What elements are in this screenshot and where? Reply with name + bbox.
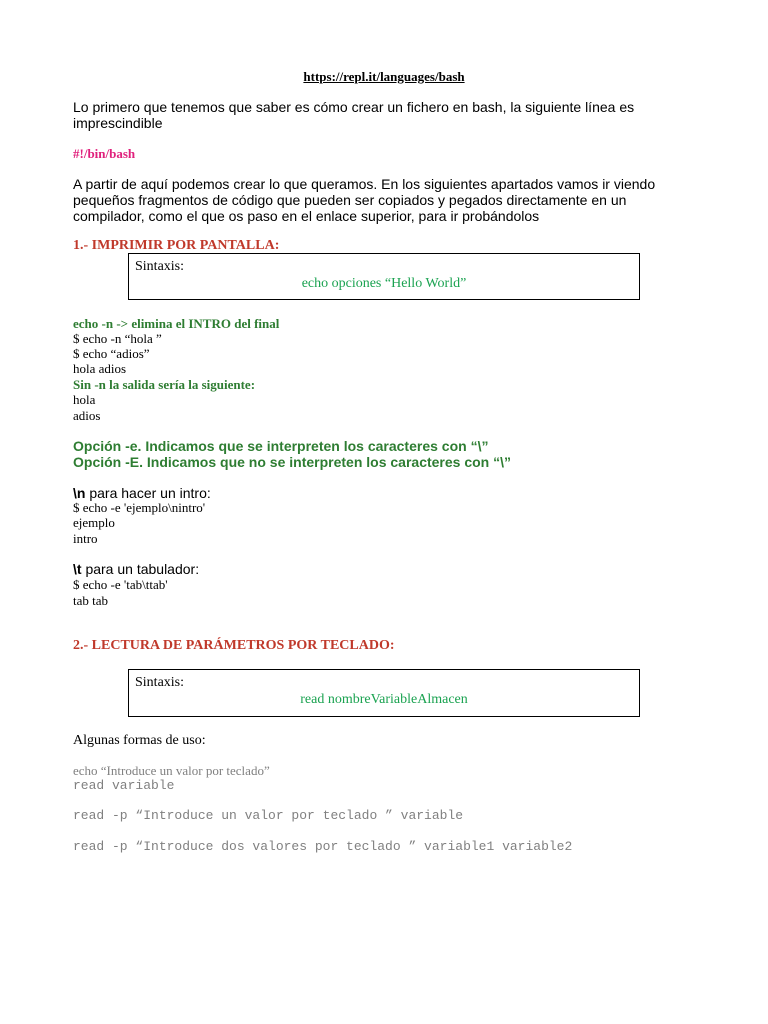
echo-n-line-1: $ echo -n “hola ”: [73, 331, 162, 346]
syntax-label-read: Sintaxis:: [135, 675, 185, 690]
para2-line-3: compilador, como el que os paso en el enlace superior, para ir probándolos: [73, 208, 540, 224]
example3-line: read -p “Introduce dos valores por teclado ” variable1 variable2: [73, 839, 573, 854]
example2-line: read -p “Introduce un valor por teclado ” variable: [73, 808, 464, 823]
echo-n-line-3: hola adios: [73, 361, 127, 376]
tab-desc: para un tabulador:: [81, 561, 200, 577]
example1-line-2: read variable: [73, 778, 175, 793]
option-e-line: Opción -e. Indicamos que se interpreten los caracteres con “\”: [73, 438, 489, 454]
repl-link[interactable]: https://repl.it/languages/bash: [303, 69, 465, 84]
syntax-box-read: [128, 669, 640, 717]
section2-heading: 2.- LECTURA DE PARÁMETROS POR TECLADO:: [73, 638, 395, 653]
option-E-line: Opción -E. Indicamos que no se interpreten los caracteres con “\”: [73, 454, 512, 470]
newline-desc: para hacer un intro:: [85, 485, 211, 501]
newline-line-3: intro: [73, 531, 98, 546]
newline-key: \n: [73, 485, 86, 501]
usage-title: Algunas formas de uso:: [73, 733, 206, 748]
syntax-code-echo: echo opciones “Hello World”: [301, 276, 467, 291]
tab-key: \t: [73, 561, 82, 577]
sin-n-line-2: adios: [73, 408, 101, 423]
example1-line-1: echo “Introduce un valor por teclado”: [73, 763, 270, 778]
sin-n-line-1: hola: [73, 392, 96, 407]
intro-line-1: Lo primero que tenemos que saber es cómo crear un fichero en bash, la siguiente línea es: [73, 99, 635, 115]
tab-intro: [73, 561, 199, 577]
section1-heading: 1.- IMPRIMIR POR PANTALLA:: [73, 238, 280, 253]
syntax-code-read: read nombreVariableAlmacen: [300, 692, 468, 707]
newline-intro: [73, 485, 211, 501]
intro-line-2: imprescindible: [73, 115, 163, 131]
newline-line-2: ejemplo: [73, 515, 115, 530]
echo-n-line-2: $ echo “adios”: [73, 346, 150, 361]
tab-line-1: $ echo -e 'tab\ttab': [73, 577, 168, 592]
para2-line-1: A partir de aquí podemos crear lo que queramos. En los siguientes apartados vamos ir viendo: [73, 176, 656, 192]
para2-line-2: pequeños fragmentos de código que pueden ser copiados y pegados directamente en un: [73, 192, 627, 208]
sin-n-title: Sin -n la salida sería la siguiente:: [73, 377, 256, 392]
tab-line-2: tab tab: [73, 593, 109, 608]
shebang-line: #!/bin/bash: [73, 146, 136, 161]
syntax-box-echo: [128, 253, 640, 300]
echo-n-title: echo -n -> elimina el INTRO del final: [73, 316, 280, 331]
syntax-label: Sintaxis:: [135, 259, 185, 274]
newline-line-1: $ echo -e 'ejemplo\nintro': [73, 500, 206, 515]
